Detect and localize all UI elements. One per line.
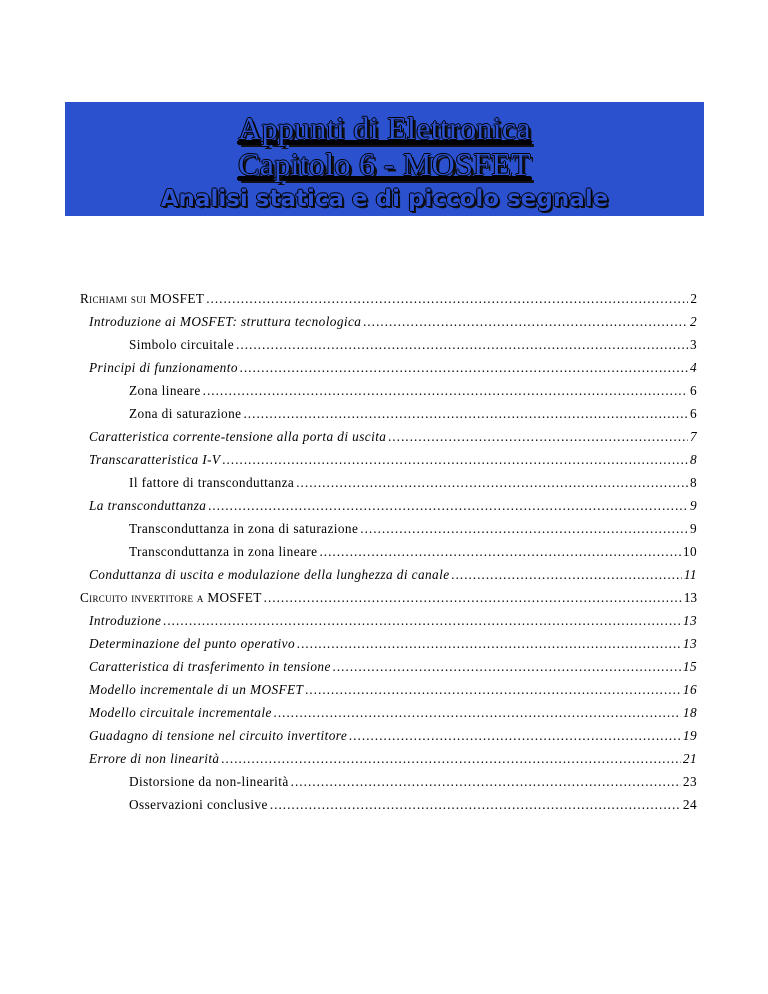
toc-entry-label: Caratteristica corrente-tensione alla porta di uscita [89,429,387,444]
document-title: Appunti di Elettronica [238,110,531,146]
toc-leader [222,452,687,468]
toc-entry-label: Introduzione [89,613,162,628]
toc-entry[interactable] [89,728,697,744]
toc-entry-page: 21 [682,751,697,766]
toc-entry-label: Osservazioni conclusive [129,797,268,812]
toc-entry-page: 2 [690,291,697,306]
title-banner [65,102,704,216]
toc-leader [388,429,688,445]
toc-entry-page: 13 [683,590,697,605]
toc-entry[interactable] [89,314,697,330]
chapter-title: Capitolo 6 - MOSFET [238,146,531,182]
toc-entry-page: 3 [689,337,697,352]
toc-entry-label: Zona di saturazione [129,406,242,421]
toc-entry-label: Zona lineare [129,383,201,398]
toc-entry[interactable] [129,797,697,813]
toc-entry[interactable] [80,590,697,606]
toc-entry-label: Introduzione ai MOSFET: struttura tecnologica [89,314,362,329]
toc-entry[interactable] [89,636,697,652]
toc-leader [319,544,680,560]
toc-entry[interactable] [89,429,697,445]
toc-leader [264,590,682,606]
toc-entry-page: 6 [689,406,697,421]
toc-leader [296,475,688,491]
toc-entry[interactable] [89,567,697,583]
toc-leader [270,797,681,813]
toc-entry-label: Simbolo circuitale [129,337,235,352]
toc-leader [333,659,681,675]
toc-entry-page: 11 [683,567,697,582]
toc-entry-page: 24 [682,797,697,812]
toc-leader [221,751,680,767]
toc-entry-label: Circuito invertitore a MOSFET [80,590,262,605]
toc-leader [236,337,688,353]
toc-entry-page: 9 [689,498,697,513]
toc-leader [243,406,687,422]
toc-entry[interactable] [89,613,697,629]
toc-entry-label: Transcaratteristica I-V [89,452,221,467]
toc-entry[interactable] [129,383,697,399]
chapter-subtitle: Analisi statica e di piccolo segnale [160,186,609,212]
toc-entry-page: 8 [689,475,697,490]
toc-entry[interactable] [89,360,697,376]
toc-entry-label: Modello incrementale di un MOSFET [89,682,304,697]
toc-entry-label: Richiami sui MOSFET [80,291,205,306]
toc-entry-label: Determinazione del punto operativo [89,636,296,651]
toc-entry[interactable] [89,452,697,468]
toc-entry-label: Modello circuitale incrementale [89,705,272,720]
toc-entry-label: Conduttanza di uscita e modulazione della lunghezza di canale [89,567,450,582]
toc-leader [163,613,681,629]
toc-entry-label: Distorsione da non-linearità [129,774,289,789]
toc-entry-page: 10 [682,544,697,559]
toc-entry-page: 4 [689,360,697,375]
toc-entry[interactable] [89,498,697,514]
toc-entry-label: La transconduttanza [89,498,207,513]
toc-entry[interactable] [89,682,697,698]
toc-leader [305,682,681,698]
toc-leader [297,636,681,652]
toc-entry-label: Transconduttanza in zona lineare [129,544,318,559]
toc-leader [208,498,688,514]
toc-entry[interactable] [129,521,697,537]
toc-entry-label: Transconduttanza in zona di saturazione [129,521,359,536]
toc-entry-page: 16 [682,682,697,697]
toc-leader [274,705,681,721]
toc-entry-page: 9 [689,521,697,536]
toc-entry-page: 2 [689,314,697,329]
toc-entry[interactable] [129,406,697,422]
toc-entry-page: 13 [682,636,697,651]
toc-entry-label: Errore di non linearità [89,751,220,766]
toc-entry[interactable] [129,337,697,353]
toc-leader [452,567,682,583]
toc-leader [349,728,681,744]
toc-entry-page: 6 [689,383,697,398]
toc-entry-page: 23 [682,774,697,789]
toc-entry-page: 19 [682,728,697,743]
toc-entry-page: 18 [682,705,697,720]
toc-entry[interactable] [89,705,697,721]
toc-entry[interactable] [89,751,697,767]
toc-leader [206,291,688,307]
toc-entry[interactable] [129,475,697,491]
toc-entry[interactable] [80,291,697,307]
toc-entry-label: Il fattore di transconduttanza [129,475,295,490]
toc-entry-page: 15 [682,659,697,674]
toc-entry-page: 7 [689,429,697,444]
toc-entry-label: Guadagno di tensione nel circuito invertitore [89,728,348,743]
toc-leader [240,360,688,376]
toc-entry-page: 13 [682,613,697,628]
toc-leader [291,774,681,790]
toc-leader [203,383,688,399]
toc-leader [363,314,688,330]
toc-leader [360,521,688,537]
toc-entry-label: Caratteristica di trasferimento in tensione [89,659,331,674]
toc-entry-page: 8 [689,452,697,467]
toc-entry[interactable] [89,659,697,675]
toc-entry[interactable] [129,774,697,790]
toc-entry-label: Principi di funzionamento [89,360,238,375]
toc-entry[interactable] [129,544,697,560]
